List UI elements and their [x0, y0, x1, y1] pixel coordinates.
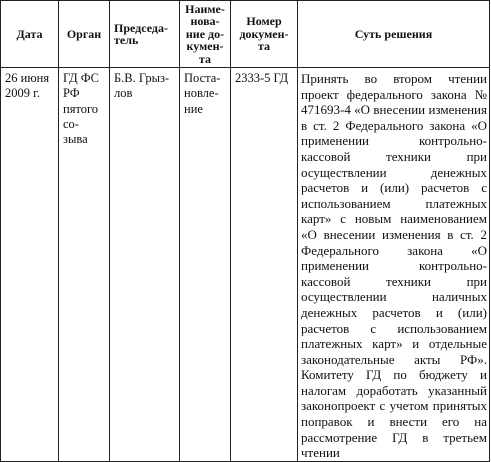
header-doc-number: Номер докумен- та [231, 1, 298, 68]
header-date: Дата [1, 1, 59, 68]
cell-doc-number: 2333-5 ГД [231, 68, 298, 462]
cell-date: 26 июня 2009 г. [1, 68, 59, 462]
header-doc-name: Наиме- нова- ние до- кумен- та [180, 1, 231, 68]
header-chairman: Председа- тель [110, 1, 180, 68]
cell-decision: Принять во втором чтении проект федерального закона № 471693-4 «О внесении изменения в ст. 2 Федерального закона «О применении контрольно-кассовой техники при осуществлении денежных расчетов и (или) расчетов с использованием платежных карт» с новым наименованием «О внесении изменения в ст. 2 Федерального закона «О применении контрольно-кассовой техники при осуществлении наличных денежных расчетов и (или) расчетов с использованием платежных карт» и отдельные законодательные акты РФ». Комитету ГД по бюджету и налогам доработать указанный законопроект с учетом принятых поправок и внести его на рассмотрение ГД в третьем чтении [298, 68, 490, 462]
header-row [1, 1, 490, 68]
header-decision: Суть решения [298, 1, 490, 68]
cell-organ: ГД ФС РФ пятого со- зыва [59, 68, 110, 462]
table-row [1, 68, 490, 462]
cell-chairman: Б.В. Грыз- лов [110, 68, 180, 462]
cell-doc-name: Поста- новле- ние [180, 68, 231, 462]
header-organ: Орган [59, 1, 110, 68]
